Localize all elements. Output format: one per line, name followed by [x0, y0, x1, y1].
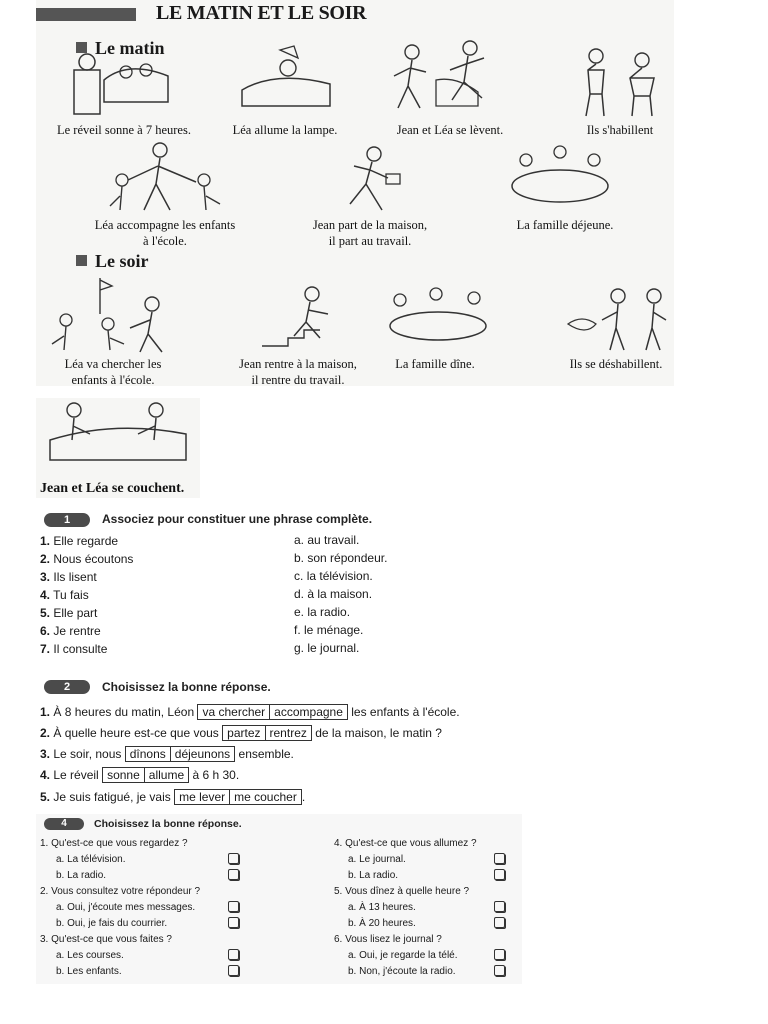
checkbox[interactable] [494, 917, 505, 928]
ex1-right-item: f. le ménage. [294, 623, 364, 637]
choice-option[interactable]: me coucher [230, 789, 302, 805]
exercise-1-badge: 1 [44, 513, 90, 527]
ex1-right-item: d. à la maison. [294, 587, 373, 601]
caption-lampe: Léa allume la lampe. [232, 123, 338, 137]
ex4-answer: b. La radio. [56, 870, 107, 881]
checkbox[interactable] [228, 965, 239, 976]
getting-up-illustration [386, 36, 496, 118]
caption-habillent: Ils s'habillent [586, 123, 654, 137]
caption-va-chercher: Léa va chercher les enfants à l'école. [64, 357, 162, 387]
ex4-question: 3. Qu'est-ce que vous faites ? [40, 934, 172, 945]
choice-option[interactable]: déjeunons [171, 746, 235, 762]
ex4-question: 5. Vous dînez à quelle heure ? [334, 886, 470, 897]
choice-option[interactable]: sonne [102, 767, 145, 783]
leaving-home-illustration [330, 140, 410, 216]
caption-levent: Jean et Léa se lèvent. [396, 123, 504, 137]
ex4-answer: b. Les enfants. [56, 966, 122, 977]
ex4-answer: a. La télévision. [56, 854, 126, 865]
choice-option[interactable]: partez [222, 725, 265, 741]
dressing-illustration [568, 44, 668, 120]
checkbox[interactable] [494, 853, 505, 864]
checkbox[interactable] [228, 901, 239, 912]
checkbox[interactable] [228, 853, 239, 864]
ex4-answer: b. Oui, je fais du courrier. [56, 918, 168, 929]
choice-option[interactable]: dînons [125, 746, 171, 762]
ex4-answer: b. Non, j'écoute la radio. [348, 966, 456, 977]
ex1-right-item: e. la radio. [294, 605, 351, 619]
checkbox[interactable] [494, 965, 505, 976]
pick-up-children-illustration [44, 274, 176, 354]
exercise-1-instruction: Associez pour constituer une phrase complète. [102, 512, 373, 526]
choice-option[interactable]: me lever [174, 789, 230, 805]
ex2-item: 4. Le réveil sonne allume à 6 h 30. [40, 768, 240, 782]
ex2-item: 1. À 8 heures du matin, Léon va chercher accompagne les enfants à l'école. [40, 705, 460, 719]
breakfast-illustration [504, 142, 614, 214]
checkbox[interactable] [228, 917, 239, 928]
section-title-matin: Le matin [76, 38, 165, 59]
caption-dejeune: La famille déjeune. [516, 218, 614, 232]
page-title: LE MATIN ET LE SOIR [156, 2, 367, 24]
ex4-question: 1. Qu'est-ce que vous regardez ? [40, 838, 188, 849]
exercise-2-badge: 2 [44, 680, 90, 694]
ex2-item: 3. Le soir, nous dînons déjeunons ensemble. [40, 747, 294, 761]
checkbox[interactable] [494, 869, 505, 880]
ex4-answer: b. À 20 heures. [348, 918, 416, 929]
ex2-item: 5. Je suis fatigué, je vais me lever me coucher . [40, 790, 306, 804]
ex4-question: 6. Vous lisez le journal ? [334, 934, 442, 945]
checkbox[interactable] [228, 949, 239, 960]
checkbox[interactable] [494, 901, 505, 912]
ex4-answer: b. La radio. [348, 870, 399, 881]
caption-part: Jean part de la maison, il part au travail. [312, 218, 428, 248]
caption-rentre: Jean rentre à la maison, il rentre du travail. [239, 357, 357, 387]
ex1-left-item: 2. Nous écoutons [40, 552, 134, 566]
ex1-right-item: c. la télévision. [294, 569, 373, 583]
coming-home-illustration [258, 284, 348, 354]
ex4-question: 4. Qu'est-ce que vous allumez ? [334, 838, 477, 849]
ex4-answer: a. Les courses. [56, 950, 124, 961]
caption-accompagne: Léa accompagne les enfants à l'école. [94, 218, 236, 248]
school-walk-illustration [100, 140, 240, 214]
header-bar [36, 8, 136, 21]
exercise-4-badge: 4 [44, 818, 84, 830]
ex4-answer: a. Le journal. [348, 854, 406, 865]
ex1-left-item: 6. Je rentre [40, 624, 101, 638]
caption-reveil: Le réveil sonne à 7 heures. [57, 123, 191, 137]
undressing-illustration [562, 284, 672, 354]
ex1-right-item: b. son répondeur. [294, 551, 388, 565]
section-title-soir: Le soir [76, 251, 149, 272]
ex4-question: 2. Vous consultez votre répondeur ? [40, 886, 201, 897]
caption-couchent: Jean et Léa se couchent. [40, 481, 185, 496]
lamp-bed-illustration [236, 40, 336, 116]
going-to-bed-illustration [44, 400, 192, 474]
choice-option[interactable]: allume [145, 767, 189, 783]
ex2-item: 2. À quelle heure est-ce que vous partez rentrez de la maison, le matin ? [40, 726, 442, 740]
ex1-left-item: 7. Il consulte [40, 642, 108, 656]
ex4-answer: a. Oui, je regarde la télé. [348, 950, 458, 961]
caption-deshabillent: Ils se déshabillent. [569, 357, 663, 371]
exercise-4-instruction: Choisissez la bonne réponse. [94, 818, 242, 830]
exercise-2-instruction: Choisissez la bonne réponse. [102, 680, 271, 694]
ex1-left-item: 3. Ils lisent [40, 570, 97, 584]
ex1-left-item: 5. Elle part [40, 606, 98, 620]
choice-option[interactable]: rentrez [266, 725, 312, 741]
dinner-illustration [382, 282, 492, 354]
ex1-right-item: g. le journal. [294, 641, 360, 655]
checkbox[interactable] [228, 869, 239, 880]
ex1-left-item: 1. Elle regarde [40, 534, 119, 548]
alarm-clock-bed-illustration [68, 40, 172, 120]
caption-dine: La famille dîne. [395, 357, 475, 371]
ex1-right-item: a. au travail. [294, 533, 360, 547]
ex4-answer: a. Oui, j'écoute mes messages. [56, 902, 196, 913]
ex1-left-item: 4. Tu fais [40, 588, 89, 602]
checkbox[interactable] [494, 949, 505, 960]
choice-option[interactable]: accompagne [270, 704, 348, 720]
ex4-answer: a. À 13 heures. [348, 902, 416, 913]
choice-option[interactable]: va chercher [197, 704, 270, 720]
